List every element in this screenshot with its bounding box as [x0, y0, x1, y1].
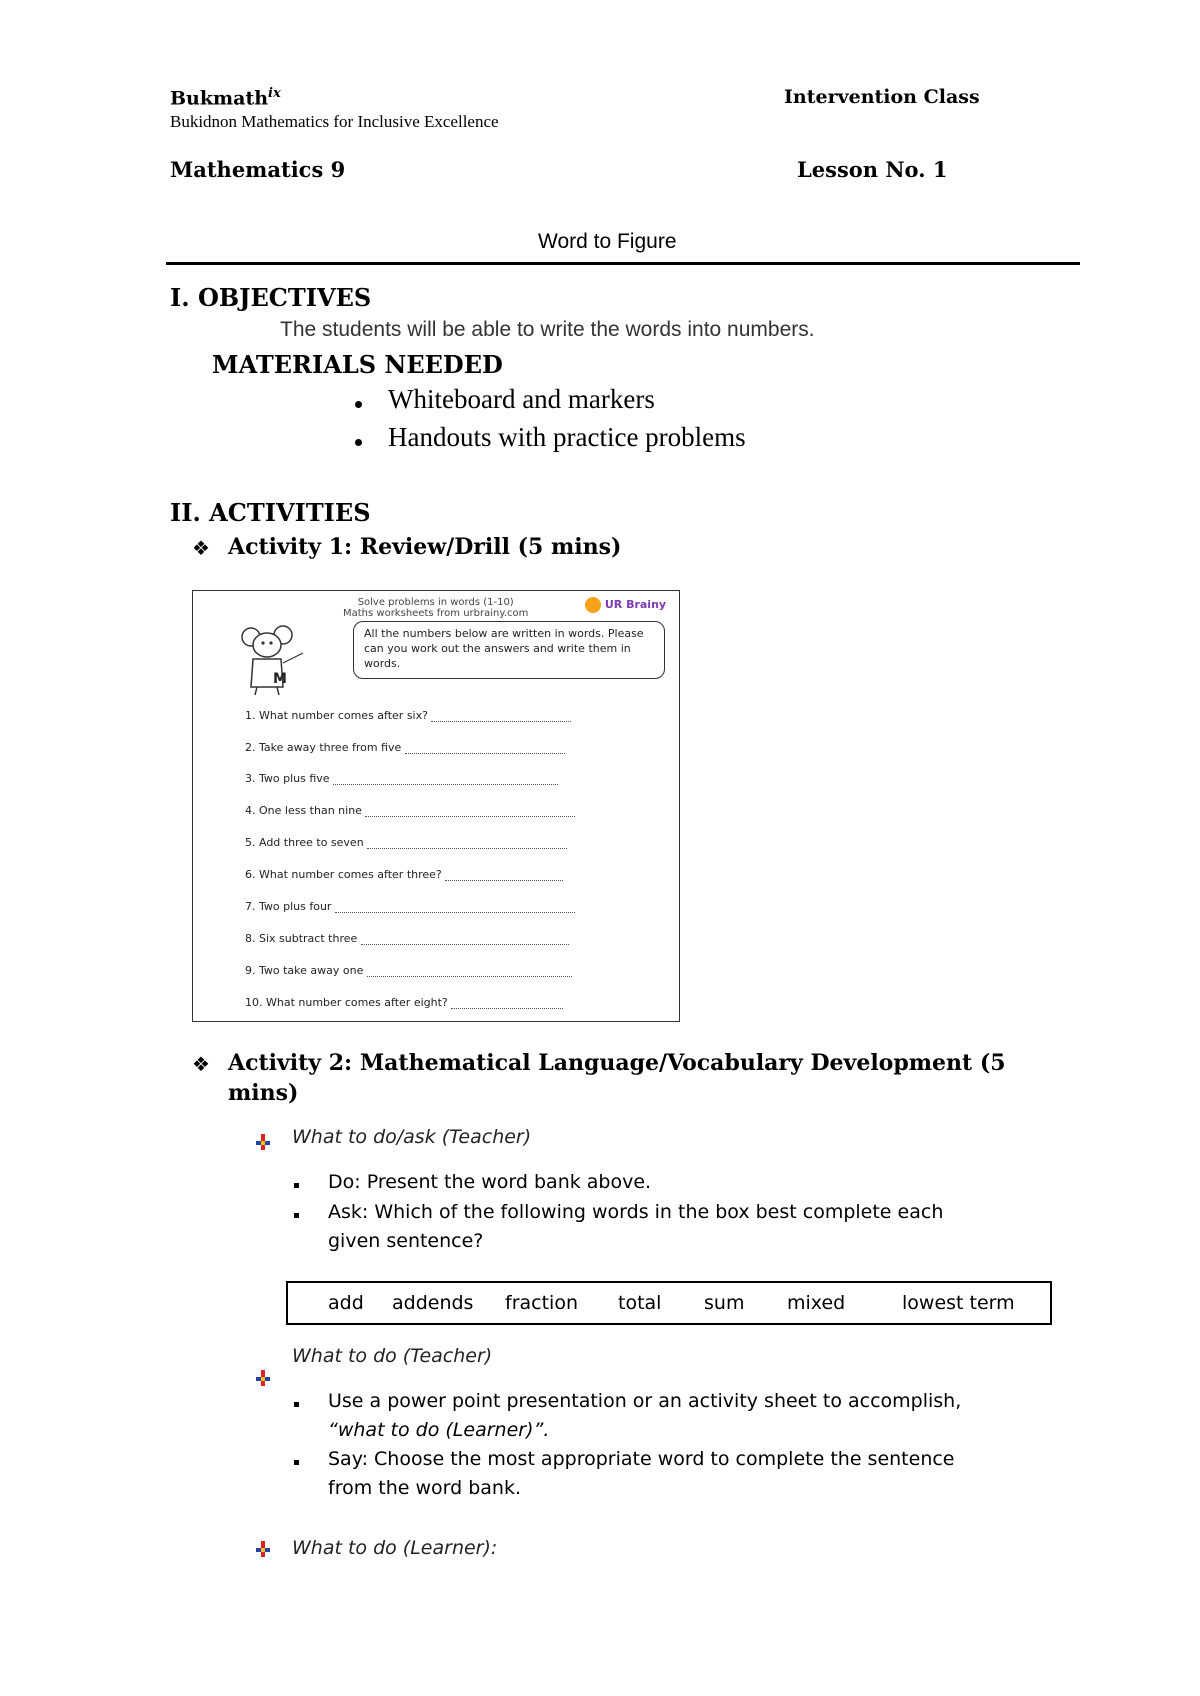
- worksheet-title: Solve problems in words (1-10) Maths worksheets from urbrainy.com: [343, 597, 529, 619]
- word-bank-box: [286, 1281, 1052, 1325]
- objectives-heading: I. OBJECTIVES: [170, 283, 372, 312]
- word-bank-item: total: [618, 1292, 662, 1314]
- word-bank-item: addends: [392, 1292, 474, 1314]
- material-item: Handouts with practice problems: [388, 422, 746, 452]
- square-bullet: [294, 1402, 299, 1407]
- word-bank-item: fraction: [505, 1292, 578, 1314]
- speech-bubble: [353, 621, 665, 679]
- worksheet-question: 8. Six subtract three: [245, 932, 569, 945]
- activity-2-heading: Activity 2: Mathematical Language/Vocabulary Development (5: [228, 1050, 1006, 1076]
- teacher-block-1-bullet: Do: Present the word bank above.: [328, 1171, 652, 1193]
- brand-superscript: ix: [268, 86, 281, 101]
- subject-label: Mathematics 9: [170, 157, 346, 182]
- objectives-text: The students will be able to write the words into numbers.: [280, 318, 815, 341]
- worksheet-question: 1. What number comes after six?: [245, 709, 571, 722]
- mascot-letter: M: [273, 671, 287, 687]
- learner-block-label: What to do (Learner):: [292, 1537, 498, 1559]
- word-bank-item: lowest term: [902, 1292, 1015, 1314]
- bubble-text: All the numbers below are written in words. Please can you work out the answers and write them in words.: [364, 627, 644, 670]
- pushpin-icon: [256, 1370, 270, 1386]
- teacher-block-2-bullet-cont: from the word bank.: [328, 1477, 522, 1499]
- teacher-block-1-label: What to do/ask (Teacher): [292, 1126, 532, 1148]
- diamond-bullet-icon: ❖: [192, 536, 210, 560]
- lesson-number: Lesson No. 1: [797, 157, 948, 182]
- page-title: Word to Figure: [538, 230, 677, 253]
- material-item: Whiteboard and markers: [388, 384, 655, 414]
- pushpin-icon: [256, 1134, 270, 1150]
- brand-name: Bukmath$^{ix}$: [170, 86, 281, 110]
- worksheet-question: 5. Add three to seven: [245, 836, 567, 849]
- square-bullet: [294, 1213, 299, 1218]
- bullet-dot: [355, 439, 362, 446]
- teacher-block-2-bullet: Use a power point presentation or an activity sheet to accomplish,: [328, 1390, 962, 1412]
- word-bank-item: mixed: [787, 1292, 846, 1314]
- activity-1-heading: Activity 1: Review/Drill (5 mins): [228, 534, 622, 560]
- square-bullet: [294, 1460, 299, 1465]
- diamond-bullet-icon: ❖: [192, 1052, 210, 1076]
- brand-subtitle: Bukidnon Mathematics for Inclusive Excellence: [170, 112, 499, 131]
- worksheet-question: 9. Two take away one: [245, 964, 572, 977]
- teacher-block-2-label: What to do (Teacher): [292, 1345, 493, 1367]
- worksheet-question: 10. What number comes after eight?: [245, 996, 563, 1009]
- teacher-block-2-bullet: Say: Choose the most appropriate word to complete the sentence: [328, 1448, 955, 1470]
- teacher-block-1-bullet: Ask: Which of the following words in the box best complete each: [328, 1201, 944, 1223]
- worksheet-question: 6. What number comes after three?: [245, 868, 563, 881]
- worksheet-question: 4. One less than nine: [245, 804, 575, 817]
- title-rule: [166, 262, 1080, 265]
- word-bank-item: add: [328, 1292, 364, 1314]
- worksheet-image: [192, 590, 680, 1022]
- bullet-dot: [355, 401, 362, 408]
- activity-2-heading-cont: mins): [228, 1080, 299, 1106]
- teacher-block-1-bullet-cont: given sentence?: [328, 1230, 484, 1252]
- logo-circle-icon: [585, 597, 601, 613]
- urbrainy-logo: UR Brainy: [585, 597, 666, 613]
- worksheet-question: 2. Take away three from five: [245, 741, 565, 754]
- pushpin-icon: [256, 1541, 270, 1557]
- class-name: Intervention Class: [784, 86, 980, 108]
- square-bullet: [294, 1183, 299, 1188]
- word-bank-item: sum: [704, 1292, 745, 1314]
- materials-heading: MATERIALS NEEDED: [212, 350, 503, 379]
- activities-heading: II. ACTIVITIES: [170, 498, 371, 527]
- worksheet-question: 7. Two plus four: [245, 900, 575, 913]
- teacher-block-2-bullet-cont: “what to do (Learner)”.: [328, 1419, 550, 1441]
- worksheet-question: 3. Two plus five: [245, 772, 558, 785]
